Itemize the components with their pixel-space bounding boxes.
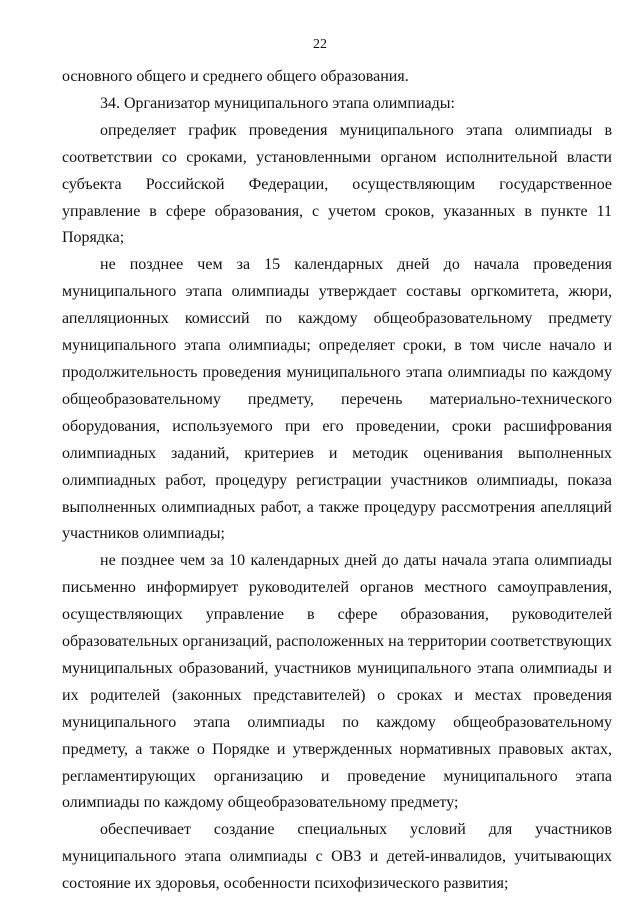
paragraph-schedule: определяет график проведения муниципального этапа олимпиады в соответствии со сроками, установленными органом исполнительной власти субъекта Российской Федерации, осуществляющим государственное управление в сфере образования, с учетом сроков, указанных в пункте 11 Порядка; — [62, 121, 612, 247]
page-number: 22 — [313, 37, 327, 52]
paragraph-continuation: основного общего и среднего общего образования. — [62, 68, 409, 85]
paragraph-notification: не позднее чем за 10 календарных дней до даты начала этапа олимпиады письменно информирует руководителей органов местного самоуправления, осуществляющих управление в сфере образования, руководителей образовательных организаций, расположенных на территории соответствующих муниципальных образований, участников муниципального этапа олимпиады и их родителей (законных представителей) о сроках и местах проведения муниципального этапа олимпиады по каждому общеобразовательному предмету, а также о Порядке и утвержденных нормативных правовых актах, регламентирующих организацию и проведение муниципального этапа олимпиады по каждому общеобразовательному предмету; — [62, 552, 612, 812]
paragraph-committees: не позднее чем за 15 календарных дней до начала проведения муниципального этапа олимпиады утверждает составы оргкомитета, жюри, апелляционных комиссий по каждому общеобразовательному предмету муниципального этапа олимпиады; определяет сроки, в том числе начало и продолжительность проведения муниципального этапа олимпиады по каждому общеобразовательному предмету, перечень материально-технического оборудования, используемого при его проведении, сроки расшифрования олимпиадных заданий, критериев и методик оценивания выполненных олимпиадных работ, процедуру регистрации участников олимпиады, показа выполненных олимпиадных работ, а также процедуру рассмотрения апелляций участников олимпиады; — [62, 256, 612, 543]
paragraph-special-conditions: обеспечивает создание специальных условий для участников муниципального этапа олимпиады с ОВЗ и детей-инвалидов, учитывающих состояние их здоровья, особенности психофизического развития; — [62, 821, 612, 893]
paragraph-item-34-heading: 34. Организатор муниципального этапа олимпиады: — [100, 94, 455, 112]
document-body — [62, 64, 612, 898]
